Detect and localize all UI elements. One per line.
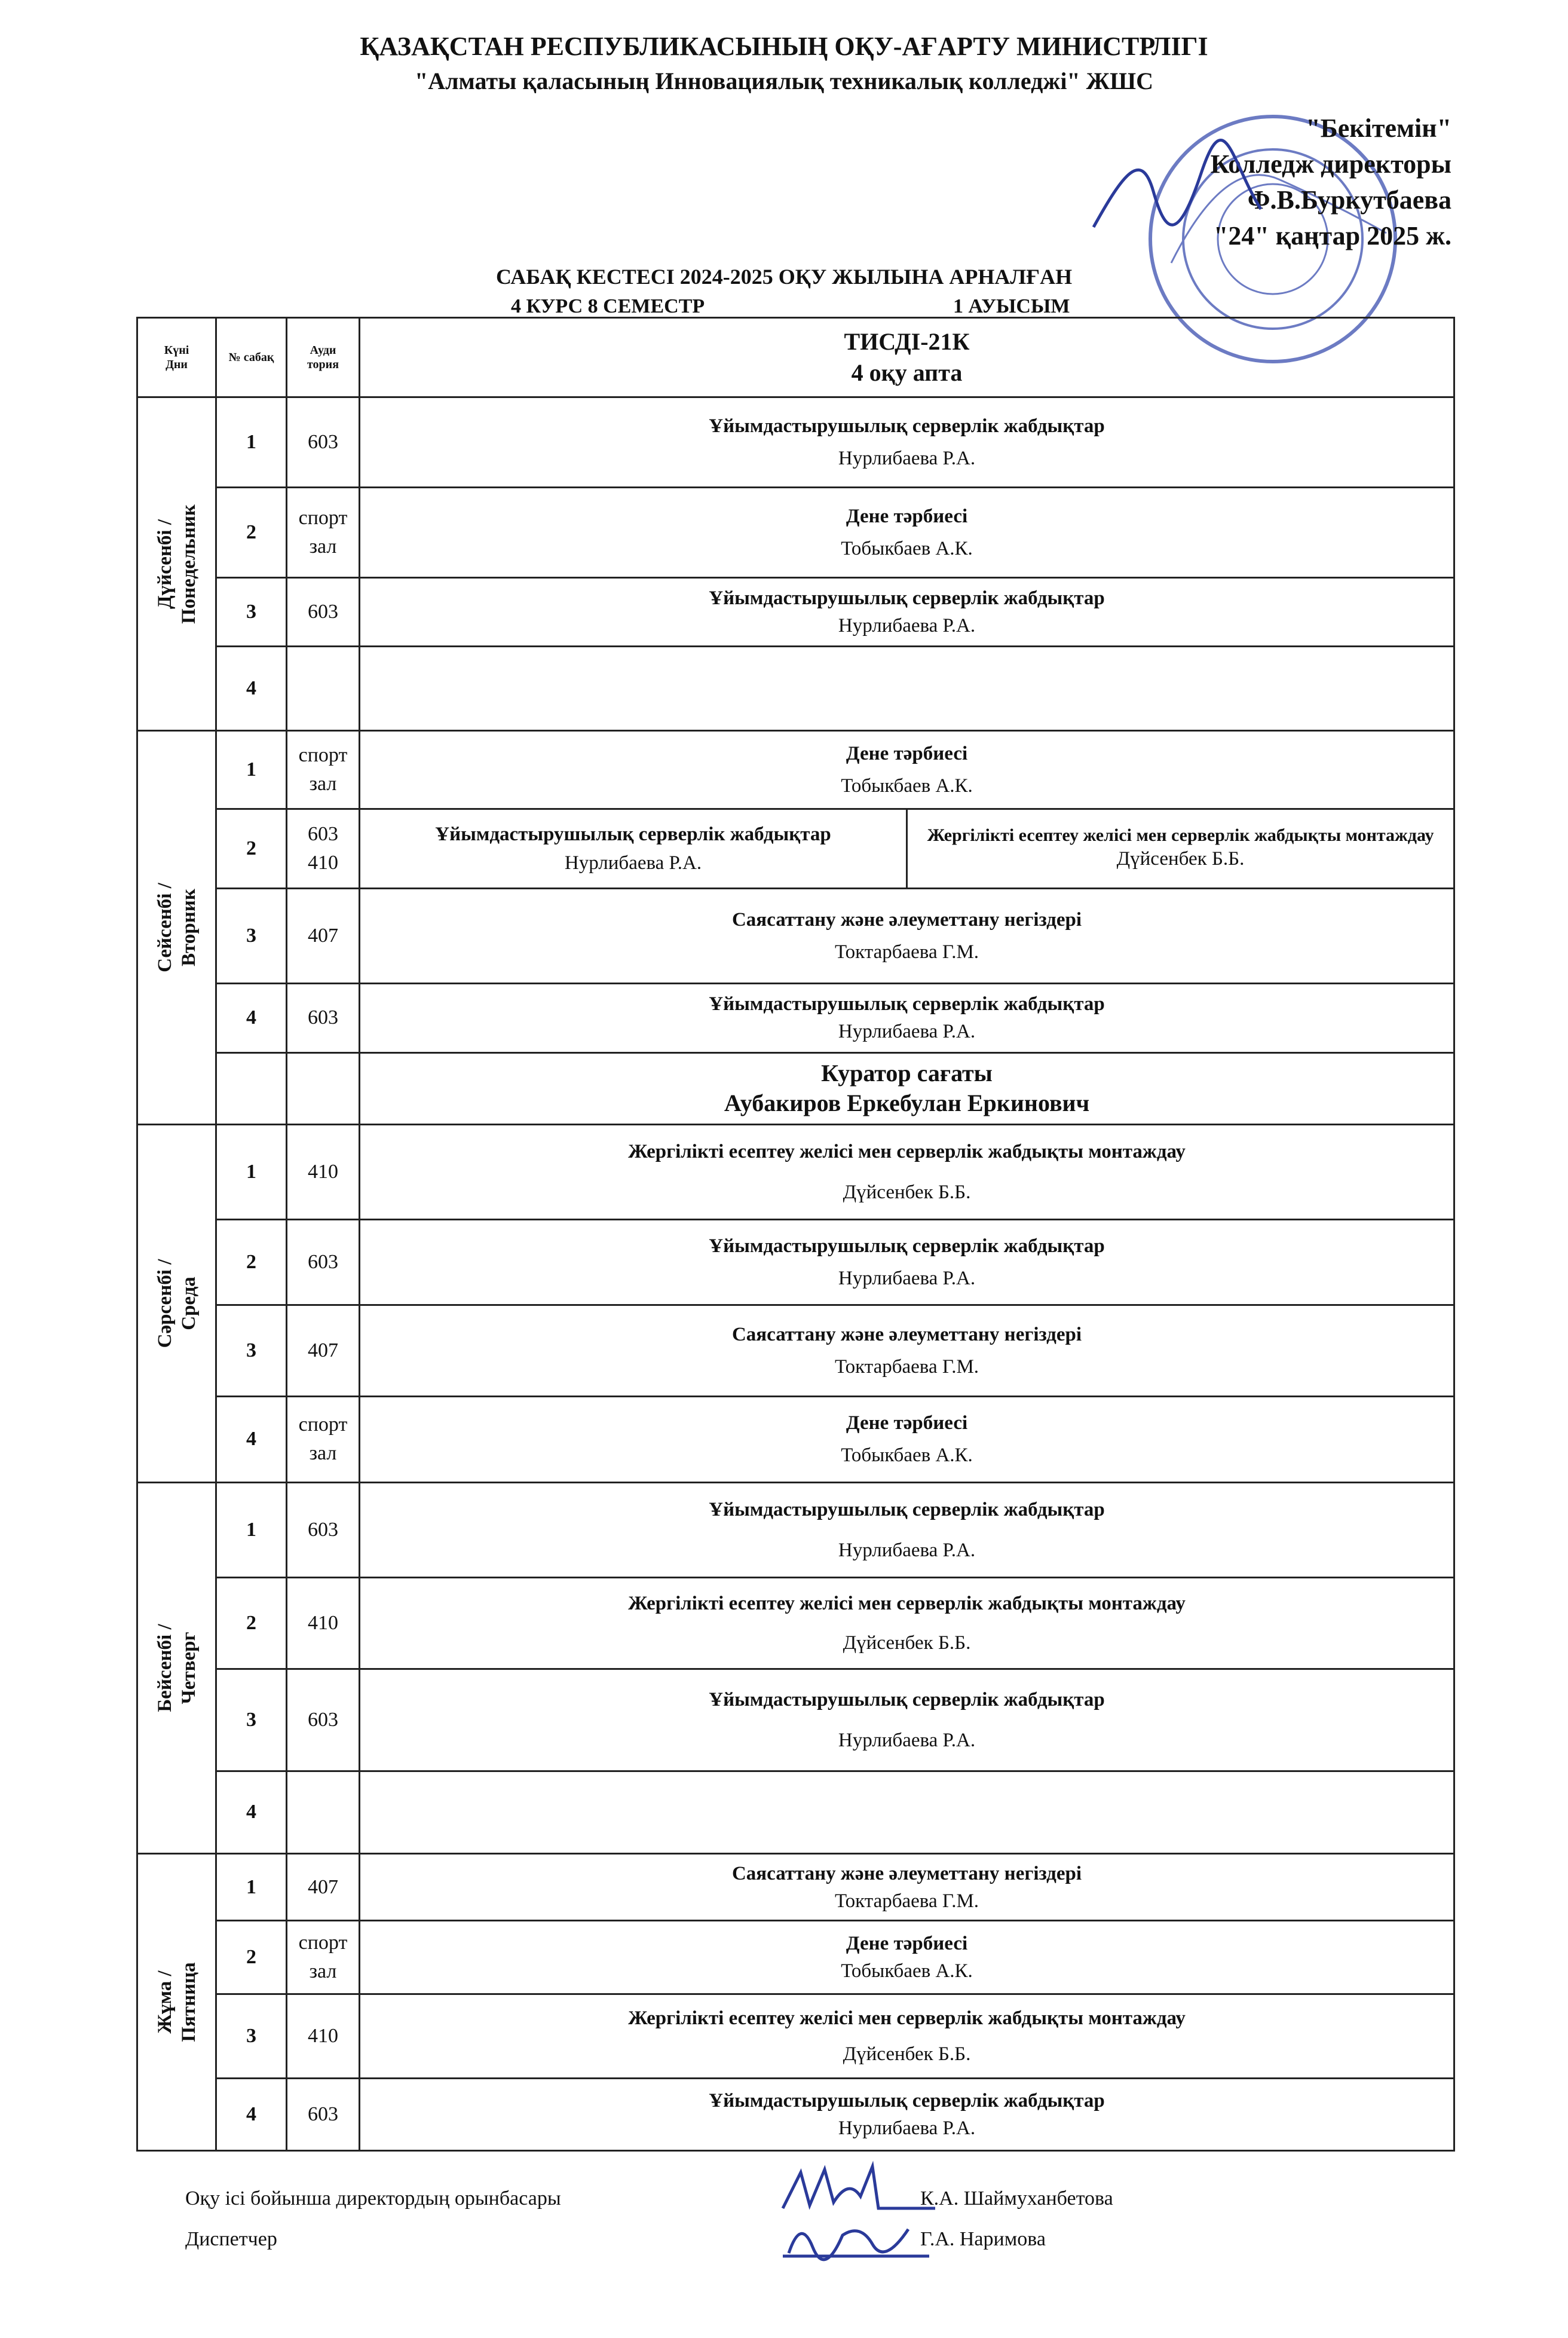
table-row [137,1577,1454,1669]
approval-line-3: Ф.В.Буркутбаева [1247,185,1451,215]
day-name-ru: Пятница [177,1962,200,2042]
lesson-subject: Жергілікті есептеу желісі мен серверлік жабдықты монтаждау [628,1592,1186,1614]
lesson-cell [360,397,1454,487]
lesson-teacher: Нурлибаева Р.А. [838,615,976,636]
curator-row [137,1052,1454,1125]
header-lesson-number: № сабақ [216,318,287,397]
college-title: "Алматы қаласының Инновациялық техникалық колледжі" ЖШС [415,68,1153,94]
lesson-subject: Дене тәрбиесі [846,1412,968,1434]
lesson-subject: Ұйымдастырушылық серверлік жабдықтар [709,2090,1105,2112]
day-name-ru: Четверг [177,1632,200,1704]
lesson-cell-split-b [907,809,1454,889]
lesson-teacher: Дүйсенбек Б.Б. [843,1182,971,1204]
lesson-number: 3 [216,1994,287,2079]
lesson-cell [360,1994,1454,2079]
table-row [137,983,1454,1052]
lesson-teacher: Тобыкбаев А.К. [841,1960,973,1982]
approval-line-4: "24" қаңтар 2025 ж. [1213,221,1451,250]
curator-room [287,1052,360,1125]
lesson-room: 603 [287,1482,360,1577]
lesson-teacher: Токтарбаева Г.М. [834,1356,979,1378]
curator-name: Аубакиров Еркебулан Еркинович [724,1090,1090,1117]
table-row [137,888,1454,983]
lesson-subject: Дене тәрбиесі [846,743,968,765]
lesson-subject: Ұйымдастырушылық серверлік жабдықтар [709,1235,1105,1257]
table-row [137,1125,1454,1220]
table-row [137,647,1454,731]
lesson-number: 2 [216,1577,287,1669]
curator-number [216,1052,287,1125]
lesson-teacher: Нурлибаева Р.А. [838,1268,976,1290]
header-day [137,318,216,397]
lesson-number: 4 [216,647,287,731]
lesson-room: 603 [287,983,360,1052]
day-monday [137,397,216,730]
lesson-subject: Саясаттану және әлеуметтану негіздері [731,1862,1082,1884]
table-row [137,731,1454,809]
lesson-room: 407 [287,1853,360,1921]
table-row [137,2079,1454,2151]
header-room [287,318,360,397]
day-name-kz: Сейсенбі / [154,883,176,973]
lesson-teacher: Тобыкбаев А.К. [841,775,973,797]
lesson-subject: Ұйымдастырушылық серверлік жабдықтар [709,993,1105,1015]
table-row [137,487,1454,577]
schedule-course: 4 КУРС 8 СЕМЕСТР [511,295,705,317]
lesson-cell [360,487,1454,577]
lesson-number: 2 [216,809,287,889]
lesson-number: 4 [216,1397,287,1483]
lesson-cell [360,731,1454,809]
lesson-cell [360,1853,1454,1921]
lesson-cell [360,2079,1454,2151]
lesson-number: 1 [216,1853,287,1921]
lesson-teacher: Нурлибаева Р.А. [838,1729,976,1751]
timetable [136,317,1455,2152]
table-row [137,577,1454,647]
day-name-kz: Бейсенбі / [154,1624,176,1712]
day-thursday [137,1482,216,1853]
lesson-room: 410 [287,1125,360,1220]
lesson-cell-empty [360,1771,1454,1853]
day-friday [137,1853,216,2150]
lesson-subject: Ұйымдастырушылық серверлік жабдықтар [709,1688,1105,1710]
schedule-shift: 1 АУЫСЫМ [953,295,1070,317]
lesson-subject: Ұйымдастырушылық серверлік жабдықтар [709,415,1105,437]
lesson-teacher: Дүйсенбек Б.Б. [843,1632,971,1654]
day-name-ru: Среда [177,1277,200,1330]
lesson-cell-split-a [360,809,907,889]
lesson-subject: Ұйымдастырушылық серверлік жабдықтар [435,823,831,845]
lesson-cell-empty [360,647,1454,731]
lesson-subject: Дене тәрбиесі [846,505,968,527]
lesson-room: 410 [287,1577,360,1669]
lesson-teacher: Тобыкбаев А.К. [841,537,973,559]
lesson-room: 410 [287,1994,360,2079]
lesson-room [287,1771,360,1853]
lesson-number: 1 [216,1125,287,1220]
lesson-number: 3 [216,888,287,983]
table-row [137,1482,1454,1577]
table-row [137,1305,1454,1397]
lesson-room: 603 [287,577,360,647]
lesson-number: 3 [216,1669,287,1771]
table-row [137,1669,1454,1771]
lesson-cell [360,1305,1454,1397]
table-row [137,809,1454,889]
lesson-cell [360,1921,1454,1994]
lesson-teacher: Нурлибаева Р.А. [838,1021,976,1043]
dispatcher-name: Г.А. Наримова [920,2228,1046,2250]
lesson-room: 603 [287,1220,360,1305]
study-week: 4 оқу апта [851,359,963,386]
dispatcher-signature-icon [777,2211,932,2265]
lesson-number: 4 [216,983,287,1052]
deputy-role: Оқу ісі бойынша директордың орынбасары [185,2187,561,2210]
lesson-number: 2 [216,1921,287,1994]
director-signature-icon [1088,137,1267,257]
lesson-room: спорт зал [287,1397,360,1483]
lesson-room: 407 [287,888,360,983]
header-day-kz: Күні [164,343,189,357]
schedule-title: САБАҚ КЕСТЕСІ 2024-2025 ОҚУ ЖЫЛЫНА АРНАЛҒАН [496,265,1073,289]
table-row [137,397,1454,487]
lesson-teacher: Нурлибаева Р.А. [838,2117,976,2140]
lesson-teacher: Токтарбаева Г.М. [834,941,979,963]
lesson-number: 4 [216,1771,287,1853]
approval-line-1: "Бекітемін" [1306,114,1451,143]
lesson-room-a: 603 [308,822,338,845]
lesson-subject: Саясаттану және әлеуметтану негіздері [731,1324,1082,1346]
group-name: ТИСДІ-21К [844,328,970,355]
table-row [137,1771,1454,1853]
lesson-subject: Саясаттану және әлеуметтану негіздері [731,908,1082,931]
lesson-room: 603 [287,397,360,487]
day-tuesday [137,731,216,1125]
day-name-kz: Дүйсенбі / [154,519,176,609]
header-room-2: тория [307,357,339,371]
lesson-cell [360,1577,1454,1669]
lesson-subject: Жергілікті есептеу желісі мен серверлік жабдықты монтаждау [628,1141,1186,1163]
table-row [137,1220,1454,1305]
lesson-number: 1 [216,1482,287,1577]
lesson-number: 1 [216,731,287,809]
lesson-room [287,647,360,731]
day-wednesday [137,1125,216,1483]
lesson-number: 3 [216,577,287,647]
lesson-cell [360,888,1454,983]
approval-line-2: Колледж директоры [1210,149,1451,179]
lesson-teacher: Нурлибаева Р.А. [838,447,976,469]
table-row [137,1994,1454,2079]
lesson-cell [360,1669,1454,1771]
lesson-number: 1 [216,397,287,487]
lesson-room: спорт зал [287,487,360,577]
lesson-number: 2 [216,1220,287,1305]
deputy-name: К.А. Шаймуханбетова [920,2187,1113,2210]
lesson-room: 603 [287,2079,360,2151]
table-row [137,1921,1454,1994]
lesson-number: 3 [216,1305,287,1397]
ministry-title: ҚАЗАҚСТАН РЕСПУБЛИКАСЫНЫҢ ОҚУ-АҒАРТУ МИНИСТРЛІГІ [360,32,1208,61]
header-group [360,318,1454,397]
lesson-number: 2 [216,487,287,577]
lesson-subject: Ұйымдастырушылық серверлік жабдықтар [709,587,1105,609]
lesson-subject: Ұйымдастырушылық серверлік жабдықтар [709,1498,1105,1520]
table-row [137,1853,1454,1921]
lesson-teacher: Токтарбаева Г.М. [834,1890,979,1912]
lesson-teacher: Нурлибаева Р.А. [838,1539,976,1561]
lesson-room: 603 [287,1669,360,1771]
lesson-cell [360,1482,1454,1577]
table-header-row [137,318,1454,397]
lesson-teacher: Дүйсенбек Б.Б. [843,2043,971,2065]
lesson-cell [360,1125,1454,1220]
table-row [137,1397,1454,1483]
curator-cell [360,1052,1454,1125]
lesson-cell [360,577,1454,647]
lesson-subject: Жергілікті есептеу желісі мен серверлік жабдықты монтаждау [927,825,1434,845]
lesson-room: спорт зал [287,1921,360,1994]
dispatcher-role: Диспетчер [185,2228,277,2250]
lesson-teacher: Тобыкбаев А.К. [841,1445,973,1467]
lesson-room: 407 [287,1305,360,1397]
day-name-ru: Понедельник [177,504,200,624]
header-room-1: Ауди [310,343,336,357]
lesson-room [287,809,360,889]
day-name-ru: Вторник [177,889,200,967]
lesson-subject: Дене тәрбиесі [846,1933,968,1955]
lesson-cell [360,983,1454,1052]
lesson-cell [360,1397,1454,1483]
lesson-room-b: 410 [308,851,338,874]
day-name-kz: Сәрсенбі / [154,1259,176,1348]
lesson-teacher: Дүйсенбек Б.Б. [1116,847,1245,870]
day-name-kz: Жұма / [154,1970,176,2034]
lesson-room: спорт зал [287,731,360,809]
lesson-number: 4 [216,2079,287,2151]
curator-title: Куратор сағаты [821,1060,993,1087]
lesson-subject: Жергілікті есептеу желісі мен серверлік жабдықты монтаждау [628,2008,1186,2030]
header-day-ru: Дни [166,357,188,371]
lesson-cell [360,1220,1454,1305]
lesson-teacher: Нурлибаева Р.А. [564,852,702,874]
